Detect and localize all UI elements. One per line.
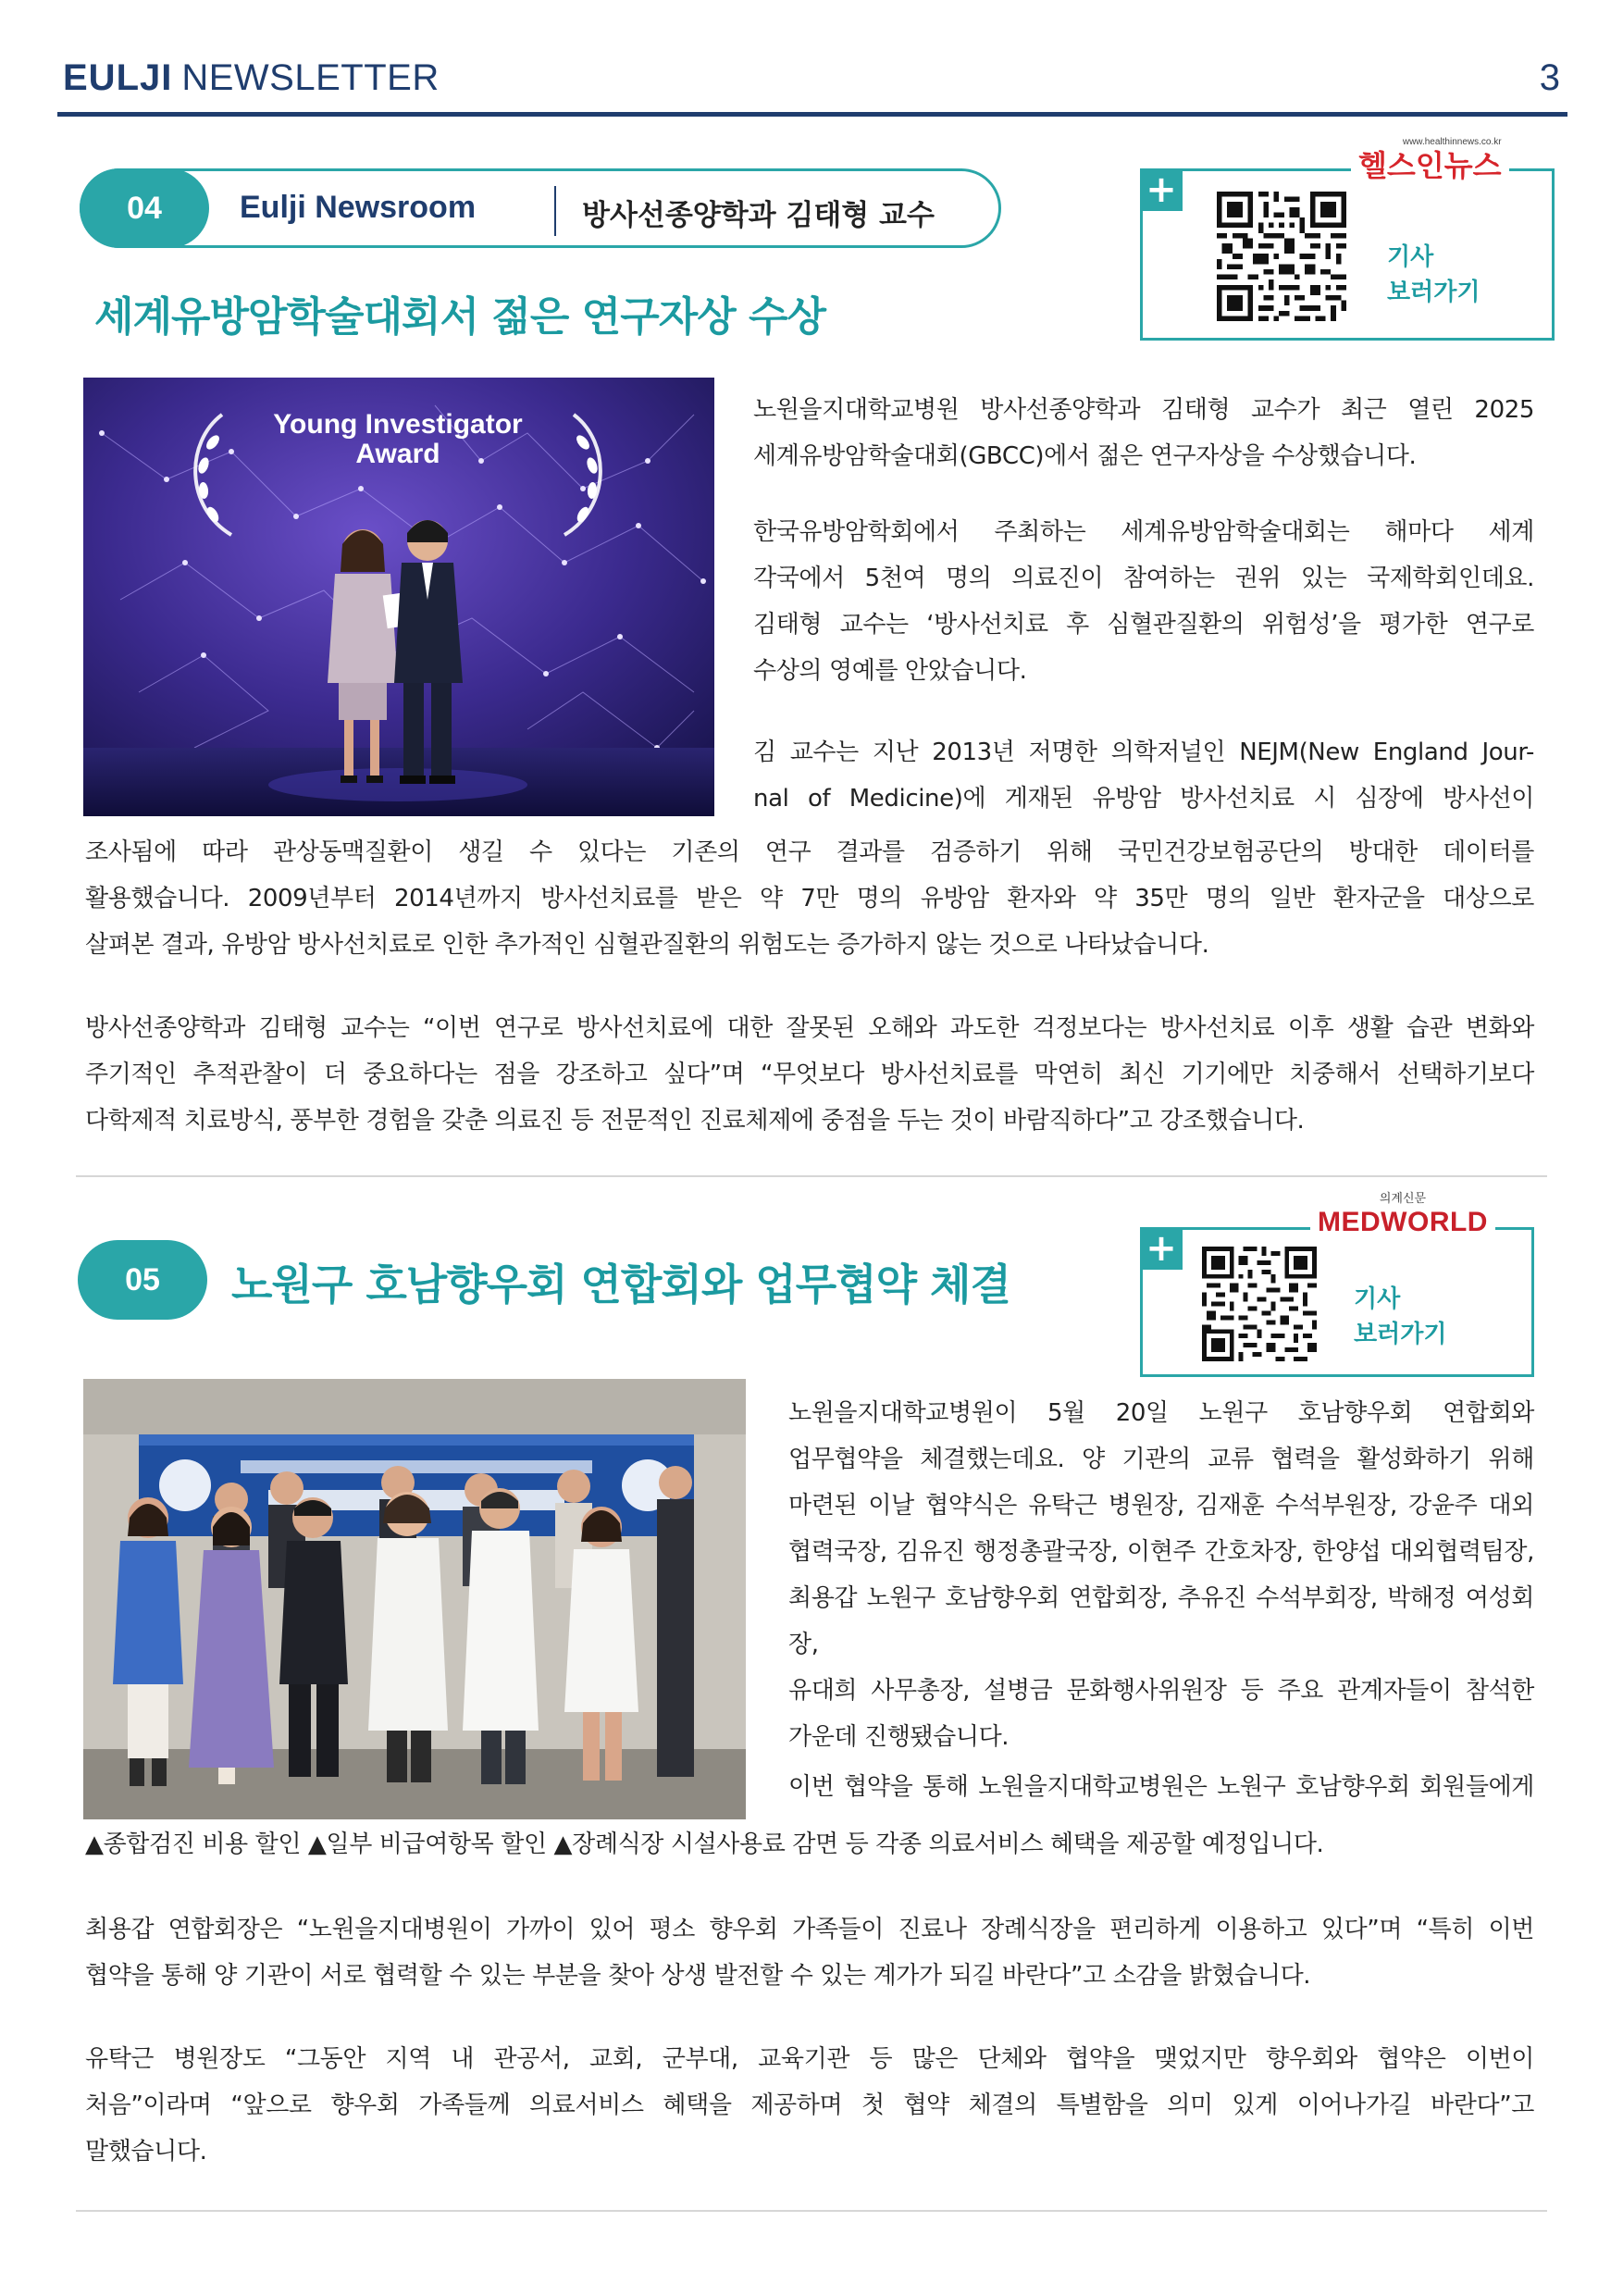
link-line-2: 보러가기	[1354, 1321, 1447, 1348]
text-line: 한국유방암학회에서 주최하는 세계유방암학술대회는 해마다 세계	[753, 518, 1534, 546]
article-05-headline: 노원구 호남향우회 연합회와 업무협약 체결	[231, 1260, 1010, 1309]
text-line: 협력국장, 김유진 행정총괄국장, 이현주 간호차장, 한양섭 대외협력팀장,	[788, 1538, 1534, 1566]
qr-code-icon[interactable]	[1217, 192, 1346, 321]
text-line: 김태형 교수는 ‘방사선치료 후 심혈관질환의 위험성’을 평가한 연구로	[753, 611, 1534, 639]
divider	[554, 186, 556, 236]
brand-bold: EULJI	[63, 57, 173, 98]
text-line: 노원을지대학교병원이 5월 20일 노원구 호남향우회 연합회와	[788, 1399, 1534, 1427]
article-05-intro	[788, 1390, 1534, 1760]
person-label: 방사선종양학과 김태형 교수	[582, 199, 935, 232]
article-04-paragraph-4	[85, 829, 1534, 968]
text-line: 말했습니다.	[85, 2138, 207, 2166]
text-line: 수상의 영예를 안았습니다.	[753, 657, 1027, 685]
article-04-paragraph-3	[753, 729, 1534, 822]
text-line: 다학제적 치료방식, 풍부한 경험을 갖춘 의료진 등 전문적인 진료체제에 중점을 두는 것이 바람직하다”고 강조했습니다.	[85, 1107, 1305, 1135]
article-04-intro	[753, 387, 1534, 479]
text-line: nal of Medicine)에 게재된 유방암 방사선치료 시 심장에 방사선이	[753, 785, 1534, 813]
read-article-link[interactable]	[1354, 1282, 1446, 1352]
page-number: 3	[1539, 57, 1560, 98]
outlet-name: 헬스인뉴스	[1358, 148, 1502, 183]
article-05-paragraph-4	[85, 2036, 1534, 2175]
link-line-1: 기사	[1387, 243, 1434, 271]
article-04-paragraph-2	[753, 509, 1534, 694]
text-line: 방사선종양학과 김태형 교수는 “이번 연구로 방사선치료에 대한 잘못된 오해와 과도한 걱정보다는 방사선치료 이후 생활 습관 변화와	[85, 1014, 1534, 1042]
page-header	[57, 52, 1567, 117]
brand-rest: NEWSLETTER	[181, 57, 440, 98]
section-divider	[76, 1175, 1547, 1177]
link-line-1: 기사	[1354, 1285, 1401, 1313]
agreement-group-photo	[83, 1379, 746, 1819]
healthinnews-logo	[1351, 137, 1509, 187]
text-line: ▲종합검진 비용 할인 ▲일부 비급여항목 할인 ▲장례식장 시설사용료 감면 등 각종 의료서비스 혜택을 제공할 예정입니다.	[85, 1831, 1324, 1858]
text-line: 가운데 진행됐습니다.	[788, 1723, 1010, 1751]
plus-icon: +	[1140, 1227, 1183, 1270]
text-line: 김 교수는 지난 2013년 저명한 의학저널인 NEJM(New England Jour-	[753, 738, 1534, 766]
text-line: 협약을 통해 양 기관이 서로 협력할 수 있는 부분을 찾아 상생 발전할 수 있는 계가가 되길 바란다”고 소감을 밝혔습니다.	[85, 1962, 1311, 1990]
newsletter-brand	[63, 57, 440, 99]
text-line: 세계유방암학술대회(GBCC)에서 젊은 연구자상을 수상했습니다.	[753, 442, 1417, 470]
outlet-url: www.healthinnews.co.kr	[1402, 137, 1502, 147]
article-05-number-badge: 05	[78, 1240, 207, 1320]
outlet-small-label: 의계신문	[1379, 1192, 1427, 1206]
text-line: 최용갑 연합회장은 “노원을지대병원이 가까이 있어 평소 향우회 가족들이 진료나 장례식장을 편리하게 이용하고 있다”며 “특히 이번	[85, 1916, 1534, 1943]
article-number-badge: 04	[80, 168, 209, 248]
article-05-paragraph-3	[85, 1906, 1534, 1999]
article-05-paragraph-2	[788, 1764, 1534, 1810]
text-line: 처음”이라며 “앞으로 향우회 가족들께 의료서비스 혜택을 제공하며 첫 협약 체결의 특별함을 의미 있게 이어나가길 바란다”고	[85, 2091, 1534, 2119]
text-line: 업무협약을 체결했는데요. 양 기관의 교류 협력을 활성화하기 위해	[788, 1446, 1534, 1473]
photo-caption-line2: Award	[355, 439, 440, 469]
text-line: 주기적인 추적관찰이 더 중요하다는 점을 강조하고 싶다”며 “무엇보다 방사선치료를 막연히 최신 기기에만 치중해서 선택하기보다	[85, 1061, 1534, 1088]
plus-icon: +	[1140, 168, 1183, 211]
text-line: 살펴본 결과, 유방암 방사선치료로 인한 추가적인 심혈관질환의 위험도는 증가하지 않는 것으로 나타났습니다.	[85, 931, 1209, 959]
text-line: 유대희 사무총장, 설병금 문화행사위원장 등 주요 관계자들이 참석한	[788, 1677, 1534, 1705]
outlet-name: MEDWORLD	[1318, 1207, 1488, 1237]
award-ceremony-photo	[83, 378, 714, 816]
link-line-2: 보러가기	[1387, 279, 1481, 306]
section-label: Eulji Newsroom	[240, 190, 477, 225]
read-article-link[interactable]	[1387, 240, 1480, 310]
footer-divider	[76, 2210, 1547, 2212]
article-05-qr-box[interactable]	[1140, 1227, 1534, 1377]
text-line: 조사됨에 따라 관상동맥질환이 생길 수 있다는 기존의 연구 결과를 검증하기 위해 국민건강보험공단의 방대한 데이터를	[85, 838, 1534, 866]
text-line: 활용했습니다. 2009년부터 2014년까지 방사선치료를 받은 약 7만 명의 유방암 환자와 약 35만 명의 일반 환자군을 대상으로	[85, 885, 1534, 912]
text-line: 마련된 이날 협약식은 유탁근 병원장, 김재훈 수석부원장, 강윤주 대외	[788, 1492, 1534, 1520]
photo-caption-line1: Young Investigator	[273, 409, 523, 440]
article-04-tag	[80, 168, 1001, 248]
article-04-paragraph-5	[85, 1005, 1534, 1144]
text-line: 이번 협약을 통해 노원을지대학교병원은 노원구 호남향우회 회원들에게	[788, 1773, 1534, 1801]
qr-code-icon[interactable]	[1202, 1247, 1317, 1361]
article-04-headline: 세계유방암학술대회서 젊은 연구자상 수상	[94, 293, 826, 341]
medworld-logo	[1310, 1192, 1495, 1244]
text-line: 노원을지대학교병원 방사선종양학과 김태형 교수가 최근 열린 2025	[753, 396, 1534, 424]
text-line: 유탁근 병원장도 “그동안 지역 내 관공서, 교회, 군부대, 교육기관 등 많은 단체와 협약을 맺었지만 향우회와 협약은 이번이	[85, 2045, 1534, 2073]
article-04-qr-box[interactable]	[1140, 168, 1555, 341]
text-line: 각국에서 5천여 명의 의료진이 참여하는 권위 있는 국제학회인데요.	[753, 565, 1534, 592]
article-05-benefits	[85, 1821, 1534, 1868]
text-line: 최용갑 노원구 호남향우회 연합회장, 추유진 수석부회장, 박해정 여성회장,	[788, 1584, 1534, 1658]
